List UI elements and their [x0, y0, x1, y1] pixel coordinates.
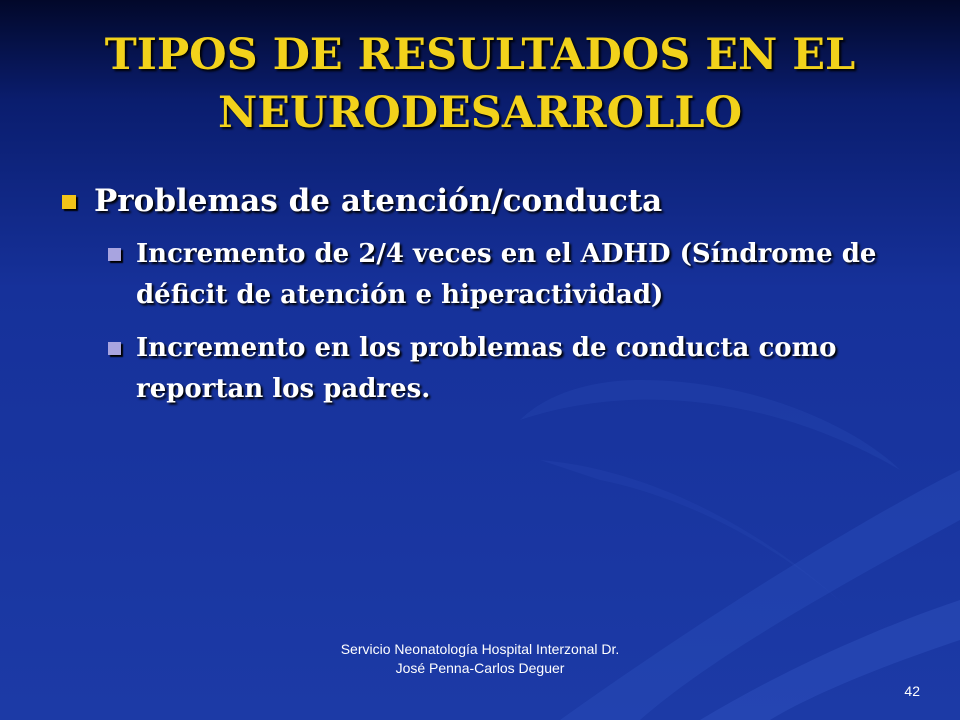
sub-bullet-text: Incremento de 2/4 veces en el ADHD (Síndrome de déficit de atención e hiperactividad) — [136, 239, 877, 310]
slide-footer: Servicio Neonatología Hospital Interzonal Dr. José Penna-Carlos Deguer — [340, 641, 620, 676]
title-line-1: TIPOS DE RESULTADOS EN EL — [104, 30, 856, 80]
slide-number: 42 — [904, 683, 920, 699]
bullet-item — [60, 180, 920, 222]
square-bullet-icon — [108, 342, 121, 355]
slide-body — [60, 180, 920, 410]
square-bullet-icon — [62, 195, 76, 209]
slide-title — [40, 26, 920, 142]
sub-bullet-text: Incremento en los problemas de conducta como reportan los padres. — [136, 333, 837, 404]
title-line-2: NEURODESARROLLO — [217, 88, 743, 138]
sub-bullet-item — [104, 234, 920, 316]
bullet-text: Problemas de atención/conducta — [94, 183, 663, 219]
sub-bullet-item — [104, 328, 920, 410]
square-bullet-icon — [108, 248, 121, 261]
